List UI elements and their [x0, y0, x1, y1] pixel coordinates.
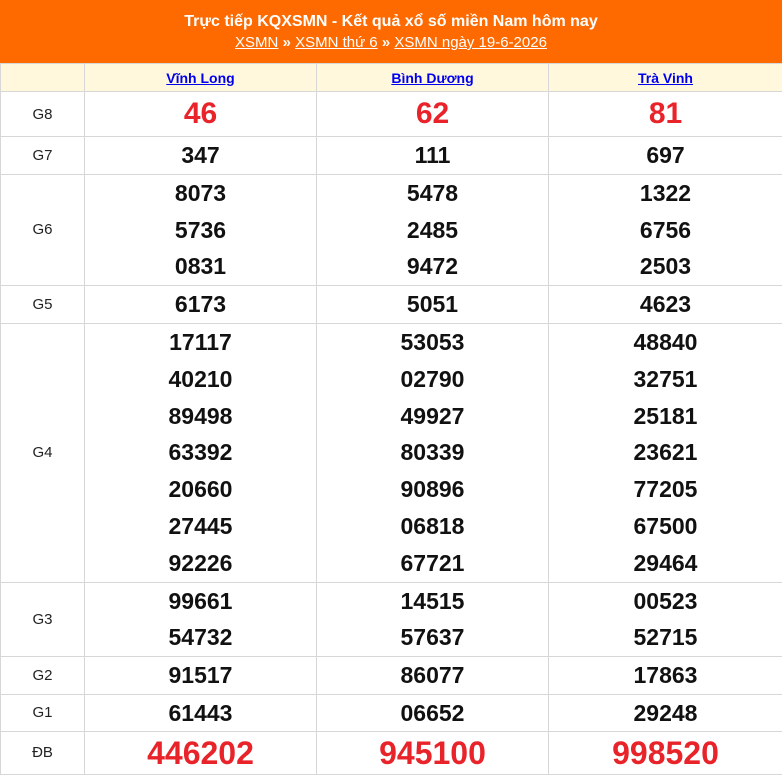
result-number: 81: [549, 92, 782, 136]
result-cell: [549, 137, 782, 175]
prize-label: G6: [1, 174, 85, 285]
result-cell: [85, 286, 317, 324]
prize-row: [1, 731, 782, 774]
result-number: 2503: [549, 248, 782, 285]
prize-label: G3: [1, 582, 85, 657]
result-number: 67500: [549, 508, 782, 545]
result-number: 92226: [85, 545, 316, 582]
result-number: 46: [85, 92, 316, 136]
result-number: 57637: [317, 619, 548, 656]
result-number: 63392: [85, 434, 316, 471]
results-table: [0, 63, 782, 775]
result-cell: [85, 323, 317, 582]
result-number: 0831: [85, 248, 316, 285]
province-header-cell: [85, 64, 317, 92]
result-cell: [317, 92, 549, 137]
results-header: [0, 0, 782, 63]
result-number: 347: [85, 137, 316, 174]
prize-row: [1, 286, 782, 324]
result-number: 00523: [549, 583, 782, 620]
result-cell: [317, 582, 549, 657]
result-number: 29248: [549, 695, 782, 731]
breadcrumb-link-xsmn[interactable]: XSMN: [235, 34, 278, 51]
prize-row: [1, 582, 782, 657]
result-number: 5051: [317, 286, 548, 323]
result-number: 02790: [317, 361, 548, 398]
result-number: 67721: [317, 545, 548, 582]
prize-row: [1, 694, 782, 731]
result-number: 77205: [549, 471, 782, 508]
prize-label: G2: [1, 657, 85, 695]
result-number: 17863: [549, 657, 782, 694]
result-cell: [549, 582, 782, 657]
result-cell: [317, 694, 549, 731]
result-number: 52715: [549, 619, 782, 656]
result-cell: [549, 694, 782, 731]
result-cell: [549, 323, 782, 582]
result-cell: [317, 137, 549, 175]
result-number: 80339: [317, 434, 548, 471]
result-number: 6173: [85, 286, 316, 323]
result-cell: [85, 582, 317, 657]
result-number: 48840: [549, 324, 782, 361]
result-cell: [317, 731, 549, 774]
result-cell: [549, 286, 782, 324]
result-number: 91517: [85, 657, 316, 694]
result-number: 29464: [549, 545, 782, 582]
result-number: 99661: [85, 583, 316, 620]
result-number: 6756: [549, 212, 782, 249]
province-link-binh-duong[interactable]: Bình Dương: [391, 70, 473, 86]
prize-label: ĐB: [1, 731, 85, 774]
result-cell: [549, 174, 782, 285]
results-body: [1, 92, 782, 775]
prize-row: [1, 323, 782, 582]
result-cell: [549, 731, 782, 774]
result-number: 86077: [317, 657, 548, 694]
result-number: 54732: [85, 619, 316, 656]
result-number: 697: [549, 137, 782, 174]
result-number: 945100: [317, 732, 548, 774]
result-number: 17117: [85, 324, 316, 361]
result-number: 1322: [549, 175, 782, 212]
province-header-row: [1, 64, 782, 92]
result-number: 111: [317, 137, 548, 174]
result-number: 14515: [317, 583, 548, 620]
result-number: 61443: [85, 695, 316, 731]
result-cell: [549, 92, 782, 137]
result-number: 62: [317, 92, 548, 136]
breadcrumb-separator: »: [382, 34, 390, 51]
result-cell: [317, 286, 549, 324]
prize-row: [1, 174, 782, 285]
result-cell: [85, 92, 317, 137]
result-number: 5478: [317, 175, 548, 212]
province-link-tra-vinh[interactable]: Trà Vinh: [638, 70, 693, 86]
result-number: 9472: [317, 248, 548, 285]
result-cell: [317, 323, 549, 582]
prize-label: G1: [1, 694, 85, 731]
prize-row: [1, 92, 782, 137]
result-number: 25181: [549, 398, 782, 435]
result-cell: [85, 694, 317, 731]
result-cell: [85, 174, 317, 285]
result-number: 8073: [85, 175, 316, 212]
prize-label: G7: [1, 137, 85, 175]
prize-row: [1, 657, 782, 695]
result-number: 998520: [549, 732, 782, 774]
result-number: 446202: [85, 732, 316, 774]
result-number: 90896: [317, 471, 548, 508]
province-header-cell: [549, 64, 782, 92]
result-cell: [317, 657, 549, 695]
breadcrumb-link-xsmn-friday[interactable]: XSMN thứ 6: [295, 34, 378, 51]
breadcrumb-separator: »: [283, 34, 291, 51]
breadcrumb: [0, 33, 782, 53]
result-cell: [317, 174, 549, 285]
result-cell: [85, 137, 317, 175]
result-number: 06652: [317, 695, 548, 731]
province-link-vinh-long[interactable]: Vĩnh Long: [166, 70, 234, 86]
prize-label: G4: [1, 323, 85, 582]
result-number: 27445: [85, 508, 316, 545]
result-number: 23621: [549, 434, 782, 471]
prize-row: [1, 137, 782, 175]
result-number: 89498: [85, 398, 316, 435]
result-number: 20660: [85, 471, 316, 508]
result-cell: [85, 657, 317, 695]
result-number: 32751: [549, 361, 782, 398]
province-header-cell: [317, 64, 549, 92]
result-number: 06818: [317, 508, 548, 545]
result-cell: [549, 657, 782, 695]
breadcrumb-link-xsmn-date[interactable]: XSMN ngày 19-6-2026: [394, 34, 547, 51]
result-number: 40210: [85, 361, 316, 398]
header-blank-cell: [1, 64, 85, 92]
result-number: 4623: [549, 286, 782, 323]
prize-label: G8: [1, 92, 85, 137]
result-cell: [85, 731, 317, 774]
result-number: 2485: [317, 212, 548, 249]
result-number: 49927: [317, 398, 548, 435]
prize-label: G5: [1, 286, 85, 324]
result-number: 5736: [85, 212, 316, 249]
result-number: 53053: [317, 324, 548, 361]
page-title: Trực tiếp KQXSMN - Kết quả xổ số miền Nam hôm nay: [0, 12, 782, 32]
